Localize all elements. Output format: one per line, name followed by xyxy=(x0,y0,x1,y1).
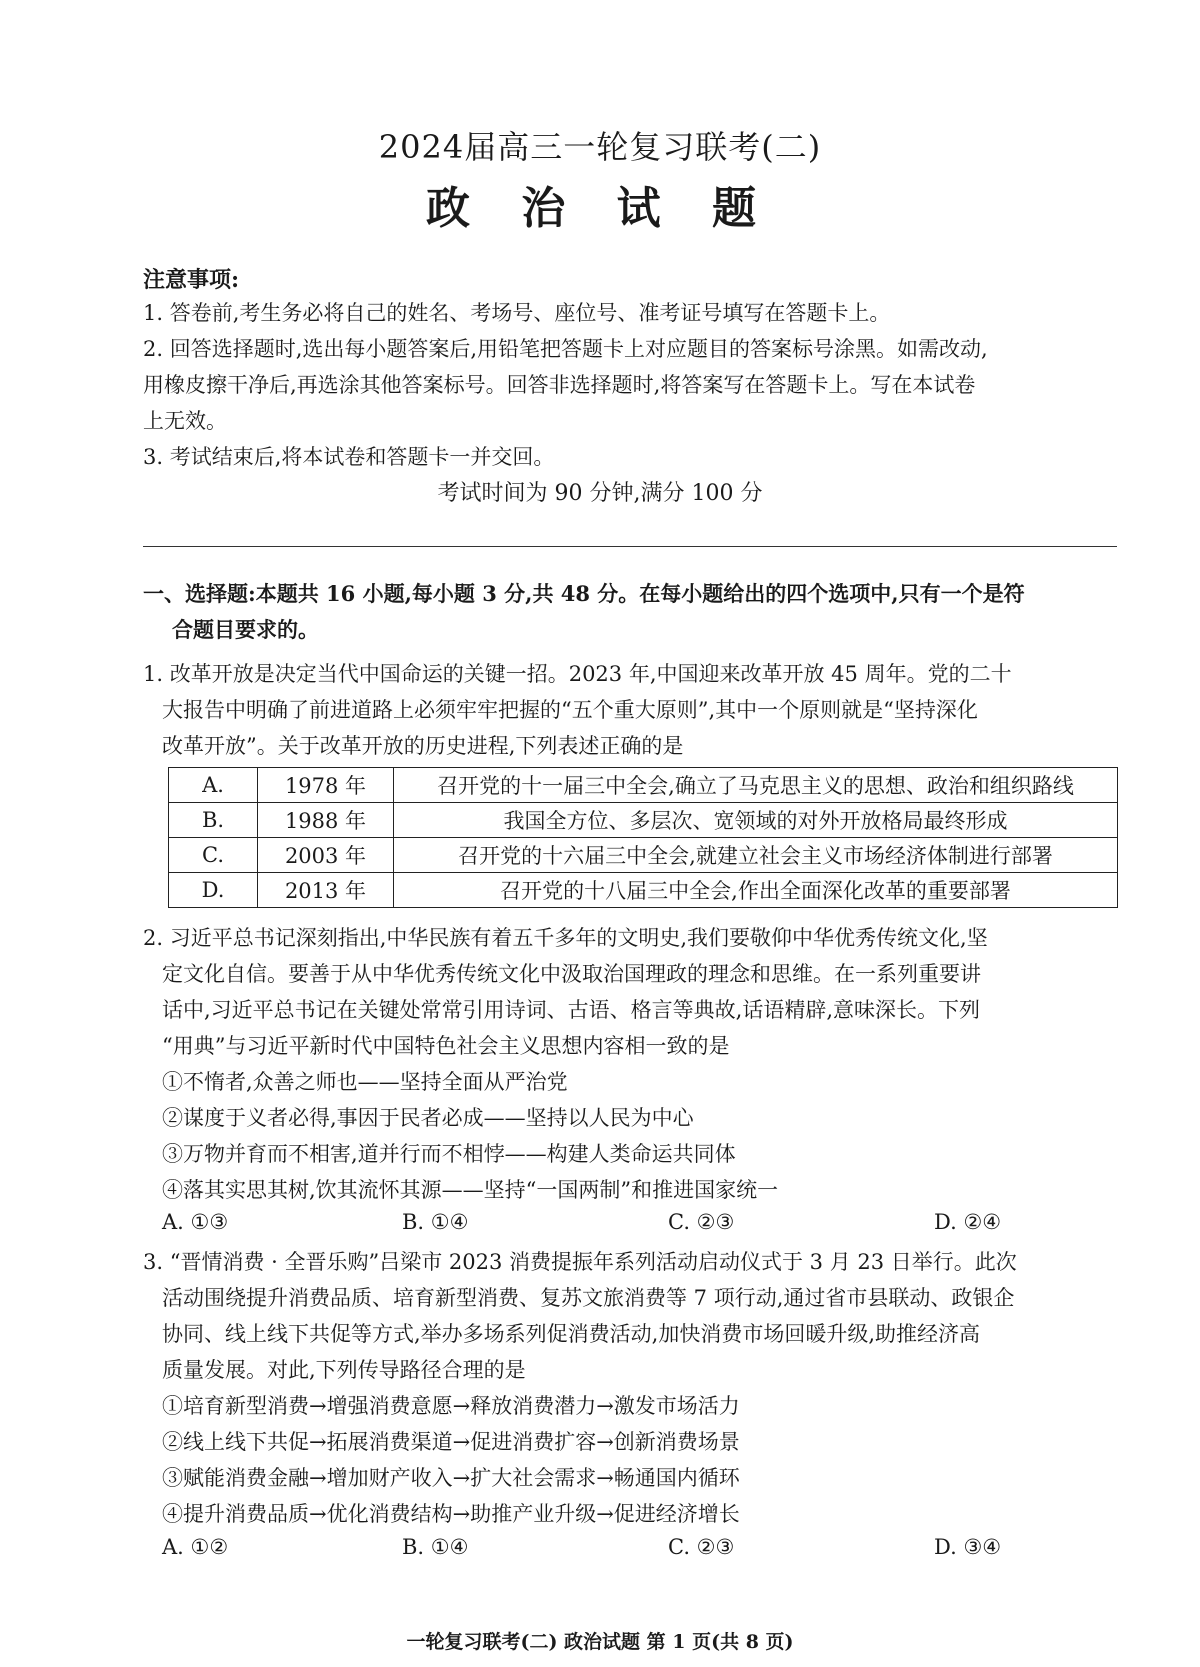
q1-stem: 1. 改革开放是决定当代中国命运的关键一招。2023 年,中国迎来改革开放 45 周年。党的二十 xyxy=(143,662,1012,686)
q3-item: ②线上线下共促→拓展消费渠道→促进消费扩容→创新消费场景 xyxy=(162,1430,740,1454)
q3-choice-a[interactable]: A. ①② xyxy=(162,1535,229,1559)
option-letter: D. xyxy=(169,873,258,908)
q2-item: ③万物并育而不相害,道并行而不相悖——构建人类命运共同体 xyxy=(162,1142,736,1166)
notice-line: 3. 考试结束后,将本试卷和答题卡一并交回。 xyxy=(143,445,555,469)
notice-line: 2. 回答选择题时,选出每小题答案后,用铅笔把答题卡上对应题目的答案标号涂黑。如需改动, xyxy=(143,337,988,361)
q1-options-table xyxy=(168,767,1118,908)
q2-item: ①不惰者,众善之师也——坚持全面从严治党 xyxy=(162,1070,568,1094)
q2-choice-a[interactable]: A. ①③ xyxy=(162,1210,229,1234)
q3-stem: 质量发展。对此,下列传导路径合理的是 xyxy=(162,1358,526,1382)
table-row[interactable] xyxy=(169,768,1118,803)
option-letter: A. xyxy=(169,768,258,803)
q2-stem: “用典”与习近平新时代中国特色社会主义思想内容相一致的是 xyxy=(162,1034,730,1058)
q2-choice-b[interactable]: B. ①④ xyxy=(402,1210,469,1234)
q2-stem: 2. 习近平总书记深刻指出,中华民族有着五千多年的文明史,我们要敬仰中华优秀传统文化,坚 xyxy=(143,926,988,950)
q3-item: ④提升消费品质→优化消费结构→助推产业升级→促进经济增长 xyxy=(162,1502,740,1526)
table-row[interactable] xyxy=(169,803,1118,838)
section-heading-cont: 合题目要求的。 xyxy=(172,617,319,642)
notice-line: 1. 答卷前,考生务必将自己的姓名、考场号、座位号、准考证号填写在答题卡上。 xyxy=(143,301,891,325)
q2-item: ④落其实思其树,饮其流怀其源——坚持“一国两制”和推进国家统一 xyxy=(162,1178,779,1202)
subject-title: 政 治 试 题 xyxy=(426,183,774,234)
page-footer: 一轮复习联考(二) 政治试题 第 1 页(共 8 页) xyxy=(406,1631,794,1653)
q3-choice-d[interactable]: D. ③④ xyxy=(934,1535,1002,1559)
option-letter: B. xyxy=(169,803,258,838)
option-desc: 召开党的十一届三中全会,确立了马克思主义的思想、政治和组织路线 xyxy=(394,768,1118,803)
q2-stem: 话中,习近平总书记在关键处常常引用诗词、古语、格言等典故,话语精辟,意味深长。下列 xyxy=(162,998,981,1022)
q2-item: ②谋度于义者必得,事因于民者必成——坚持以人民为中心 xyxy=(162,1106,694,1130)
notice-line: 上无效。 xyxy=(143,409,227,433)
table-row[interactable] xyxy=(169,838,1118,873)
option-year: 1988 年 xyxy=(258,803,394,838)
option-letter: C. xyxy=(169,838,258,873)
q2-stem: 定文化自信。要善于从中华优秀传统文化中汲取治国理政的理念和思维。在一系列重要讲 xyxy=(162,962,981,986)
notice-heading: 注意事项: xyxy=(143,267,240,293)
option-year: 1978 年 xyxy=(258,768,394,803)
q1-stem: 大报告中明确了前进道路上必须牢牢把握的“五个重大原则”,其中一个原则就是“坚持深化 xyxy=(162,698,978,722)
option-year: 2003 年 xyxy=(258,838,394,873)
q3-stem: 协同、线上线下共促等方式,举办多场系列促消费活动,加快消费市场回暖升级,助推经济高 xyxy=(162,1322,981,1346)
section-heading: 一、选择题:本题共 16 小题,每小题 3 分,共 48 分。在每小题给出的四个选项中,只有一个是符 xyxy=(143,581,1025,606)
exam-title: 2024届高三一轮复习联考(二) xyxy=(378,128,822,166)
q2-choice-d[interactable]: D. ②④ xyxy=(934,1210,1002,1234)
option-year: 2013 年 xyxy=(258,873,394,908)
exam-info: 考试时间为 90 分钟,满分 100 分 xyxy=(437,481,763,506)
notice-line: 用橡皮擦干净后,再选涂其他答案标号。回答非选择题时,将答案写在答题卡上。写在本试卷 xyxy=(143,373,976,397)
q3-choice-c[interactable]: C. ②③ xyxy=(668,1535,735,1559)
q1-stem: 改革开放”。关于改革开放的历史进程,下列表述正确的是 xyxy=(162,734,684,758)
option-desc: 召开党的十六届三中全会,就建立社会主义市场经济体制进行部署 xyxy=(394,838,1118,873)
table-row[interactable] xyxy=(169,873,1118,908)
q3-stem: 活动围绕提升消费品质、培育新型消费、复苏文旅消费等 7 项行动,通过省市县联动、政银企 xyxy=(162,1286,1015,1310)
q2-choice-c[interactable]: C. ②③ xyxy=(668,1210,735,1234)
q3-item: ③赋能消费金融→增加财产收入→扩大社会需求→畅通国内循环 xyxy=(162,1466,740,1490)
option-desc: 我国全方位、多层次、宽领域的对外开放格局最终形成 xyxy=(394,803,1118,838)
q3-item: ①培育新型消费→增强消费意愿→释放消费潜力→激发市场活力 xyxy=(162,1394,740,1418)
q3-choice-b[interactable]: B. ①④ xyxy=(402,1535,469,1559)
q3-stem: 3. “晋情消费 · 全晋乐购”吕梁市 2023 消费提振年系列活动启动仪式于 3 月 23 日举行。此次 xyxy=(143,1250,1017,1274)
option-desc: 召开党的十八届三中全会,作出全面深化改革的重要部署 xyxy=(394,873,1118,908)
divider xyxy=(143,546,1117,547)
